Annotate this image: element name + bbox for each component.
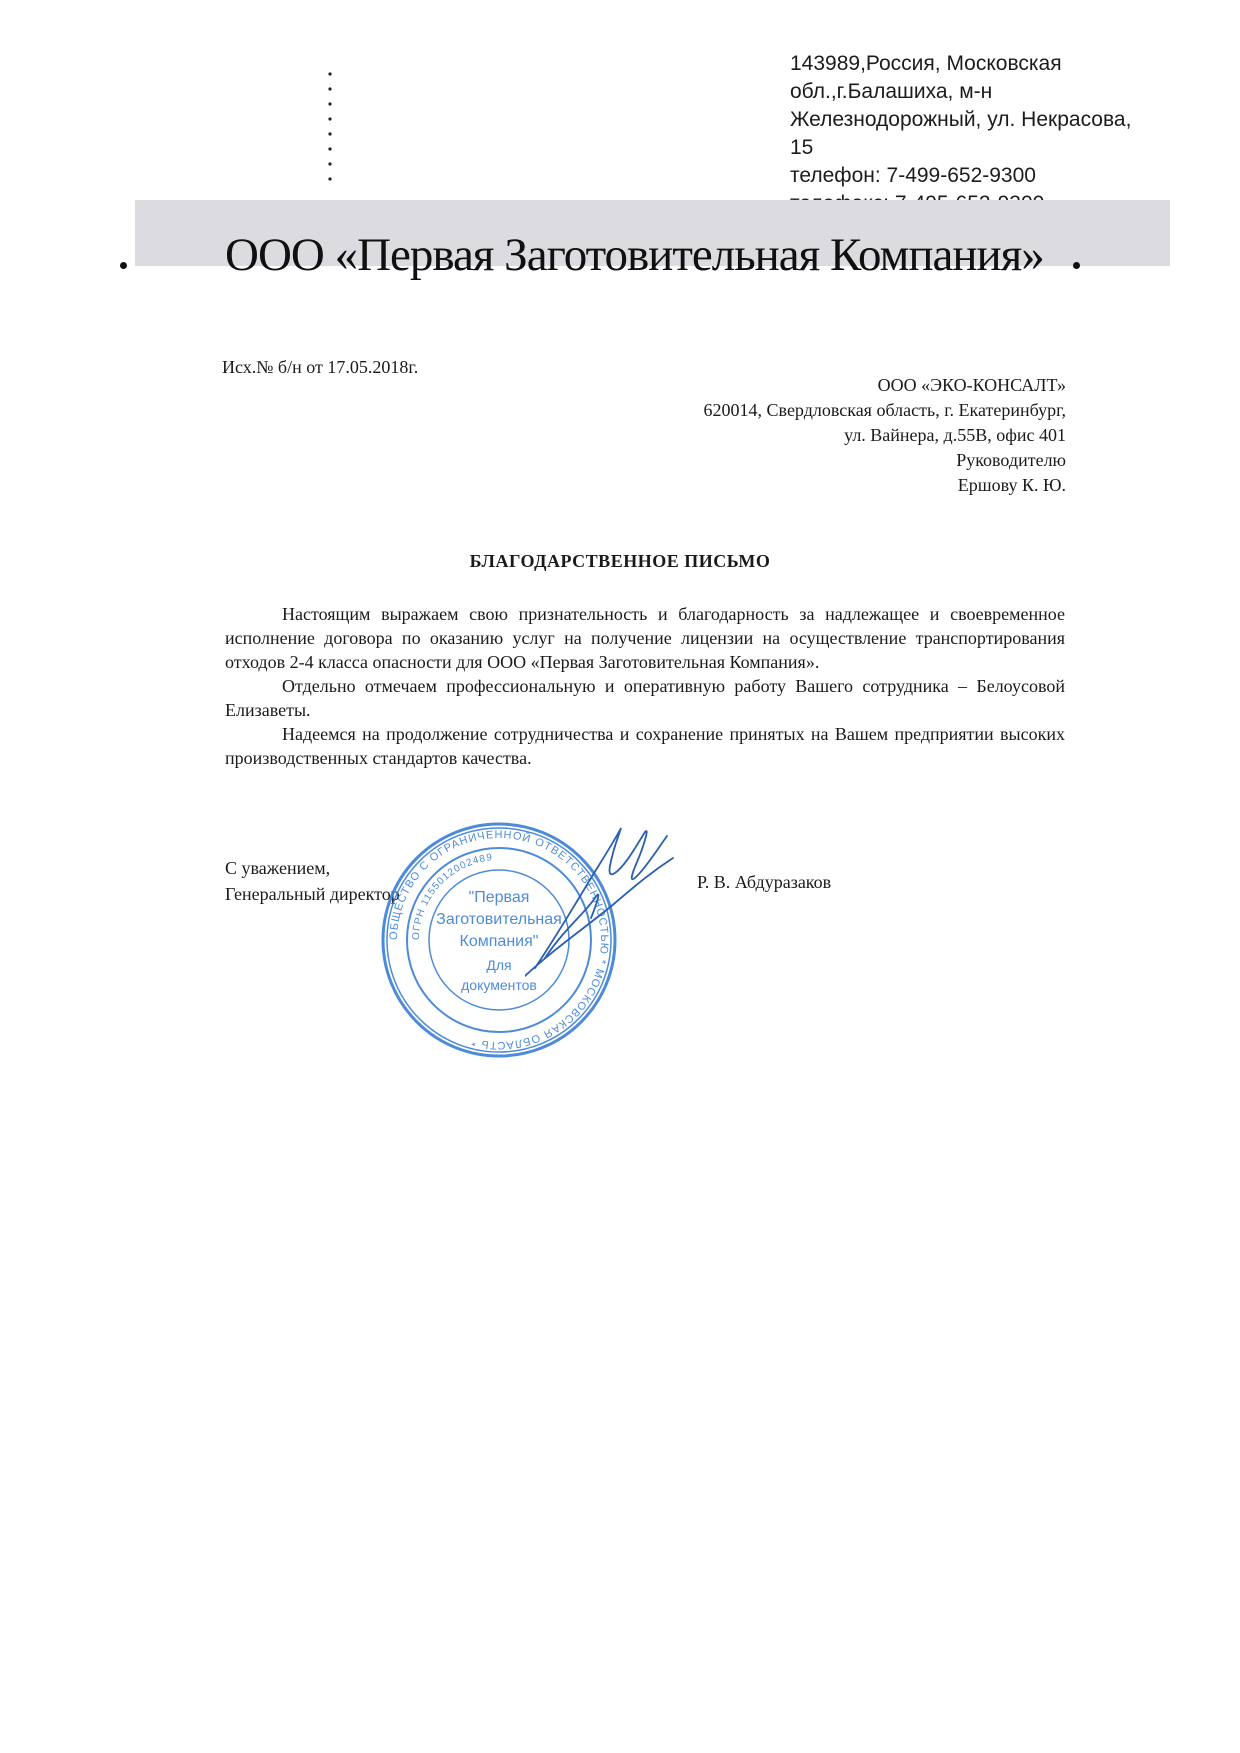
seal-center-line: документов — [461, 977, 537, 993]
company-address — [790, 50, 1190, 218]
address-line: Железнодорожный, ул. Некрасова, — [790, 108, 1132, 131]
company-name: ООО «Первая Заготовительная Компания» — [225, 229, 1044, 281]
bullet-dot — [1073, 262, 1080, 269]
body-paragraph: Настоящим выражаем свою признательность и благодарность за надлежащее и своевременное исполнение договора по оказанию услуг на получение лицензии на осуществление транспортирования отходов 2-4 класса опасности для ООО «Первая Заготовительная Компания». — [225, 604, 1065, 672]
address-line: 15 — [790, 136, 814, 159]
perforation-marks — [328, 72, 332, 184]
seal-outer-text: ОБЩЕСТВО С ОГРАНИЧЕННОЙ ОТВЕТСТВЕННОСТЬЮ * МОСКОВСКАЯ ОБЛАСТЬ * — [387, 828, 611, 1052]
outgoing-reference: Исх.№ б/н от 17.05.2018г. — [222, 357, 419, 377]
letter-title: БЛАГОДАРСТВЕННОЕ ПИСЬМО — [469, 551, 771, 571]
phone-line: телефон: 7-499-652-9300 — [790, 164, 1036, 187]
signer-name: Р. В. Абдуразаков — [697, 872, 832, 892]
seal-center-line: Компания" — [459, 933, 539, 950]
letter-body — [225, 602, 1065, 770]
recipient-line: Руководителю — [956, 450, 1066, 470]
seal-center-line: Заготовительная — [436, 911, 562, 928]
seal-inner-text: ОГРН 1155012002489 — [410, 852, 494, 941]
body-paragraph: Надеемся на продолжение сотрудничества и сохранение принятых на Вашем предприятии высоких производственных стандартов качества. — [225, 724, 1065, 768]
address-line: обл.,г.Балашиха, м-н — [790, 80, 993, 103]
recipient-line: Ершову К. Ю. — [957, 475, 1066, 495]
recipient-line: 620014, Свердловская область, г. Екатеринбург, — [703, 400, 1066, 420]
bullet-dot — [120, 262, 127, 269]
closing-regards: С уважением, — [225, 858, 331, 878]
address-line: 143989,Россия, Московская — [790, 52, 1062, 75]
handwritten-signature — [525, 818, 675, 978]
recipient-line: ул. Вайнера, д.55В, офис 401 — [844, 425, 1066, 445]
recipient-block — [704, 373, 1066, 498]
body-paragraph: Отдельно отмечаем профессиональную и оперативную работу Вашего сотрудника – Белоусовой Елизаветы. — [225, 676, 1065, 720]
signer-position: Генеральный директор — [225, 884, 400, 904]
seal-center-line: Для — [486, 957, 512, 973]
recipient-line: ООО «ЭКО-КОНСАЛТ» — [877, 375, 1066, 395]
seal-center-line: "Первая — [468, 889, 530, 906]
closing-block — [225, 855, 400, 907]
